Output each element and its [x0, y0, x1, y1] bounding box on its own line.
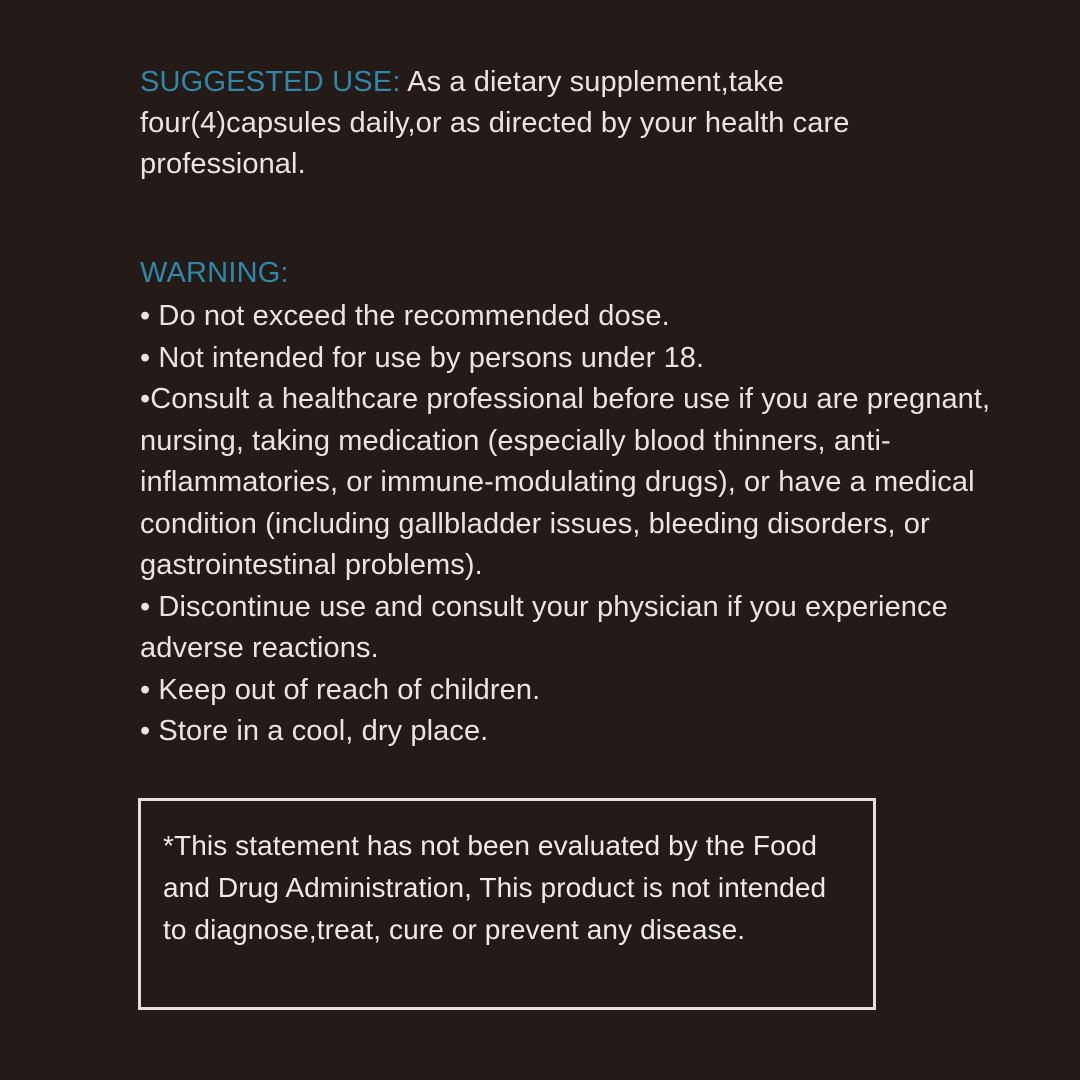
warning-list-item: • Do not exceed the recommended dose.: [140, 300, 670, 332]
warning-list-item: • Not intended for use by persons under 18.: [140, 341, 705, 374]
warning-list-item: • Keep out of reach of children.: [140, 673, 541, 706]
suggested-use-heading: SUGGESTED USE:: [140, 66, 401, 98]
fda-disclaimer-text: *This statement has not been evaluated by the Food and Drug Administration, This product is not intended to diagnose,treat, cure or prevent any disease.: [163, 830, 827, 945]
warning-list-item: • Discontinue use and consult your physician if you experience adverse reactions.: [140, 590, 948, 664]
suggested-use-body: As a dietary supplement,take four(4)capsules daily,or as directed by your health care professional.: [140, 66, 850, 180]
fda-disclaimer-box: [138, 798, 876, 1010]
suggested-use-paragraph: [140, 62, 970, 185]
warning-block: [140, 253, 1008, 753]
warning-list-item: •Consult a healthcare professional before use if you are pregnant, nursing, taking medication (especially blood thinners, anti-inflammatories, or immune-modulating drugs), or have a medical condition (including gallbladder issues, bleeding disorders, or gastrointestinal problems).: [140, 383, 991, 581]
warning-list: [140, 296, 1008, 753]
warning-heading: WARNING:: [140, 257, 289, 289]
warning-list-item: • Store in a cool, dry place.: [140, 715, 489, 747]
